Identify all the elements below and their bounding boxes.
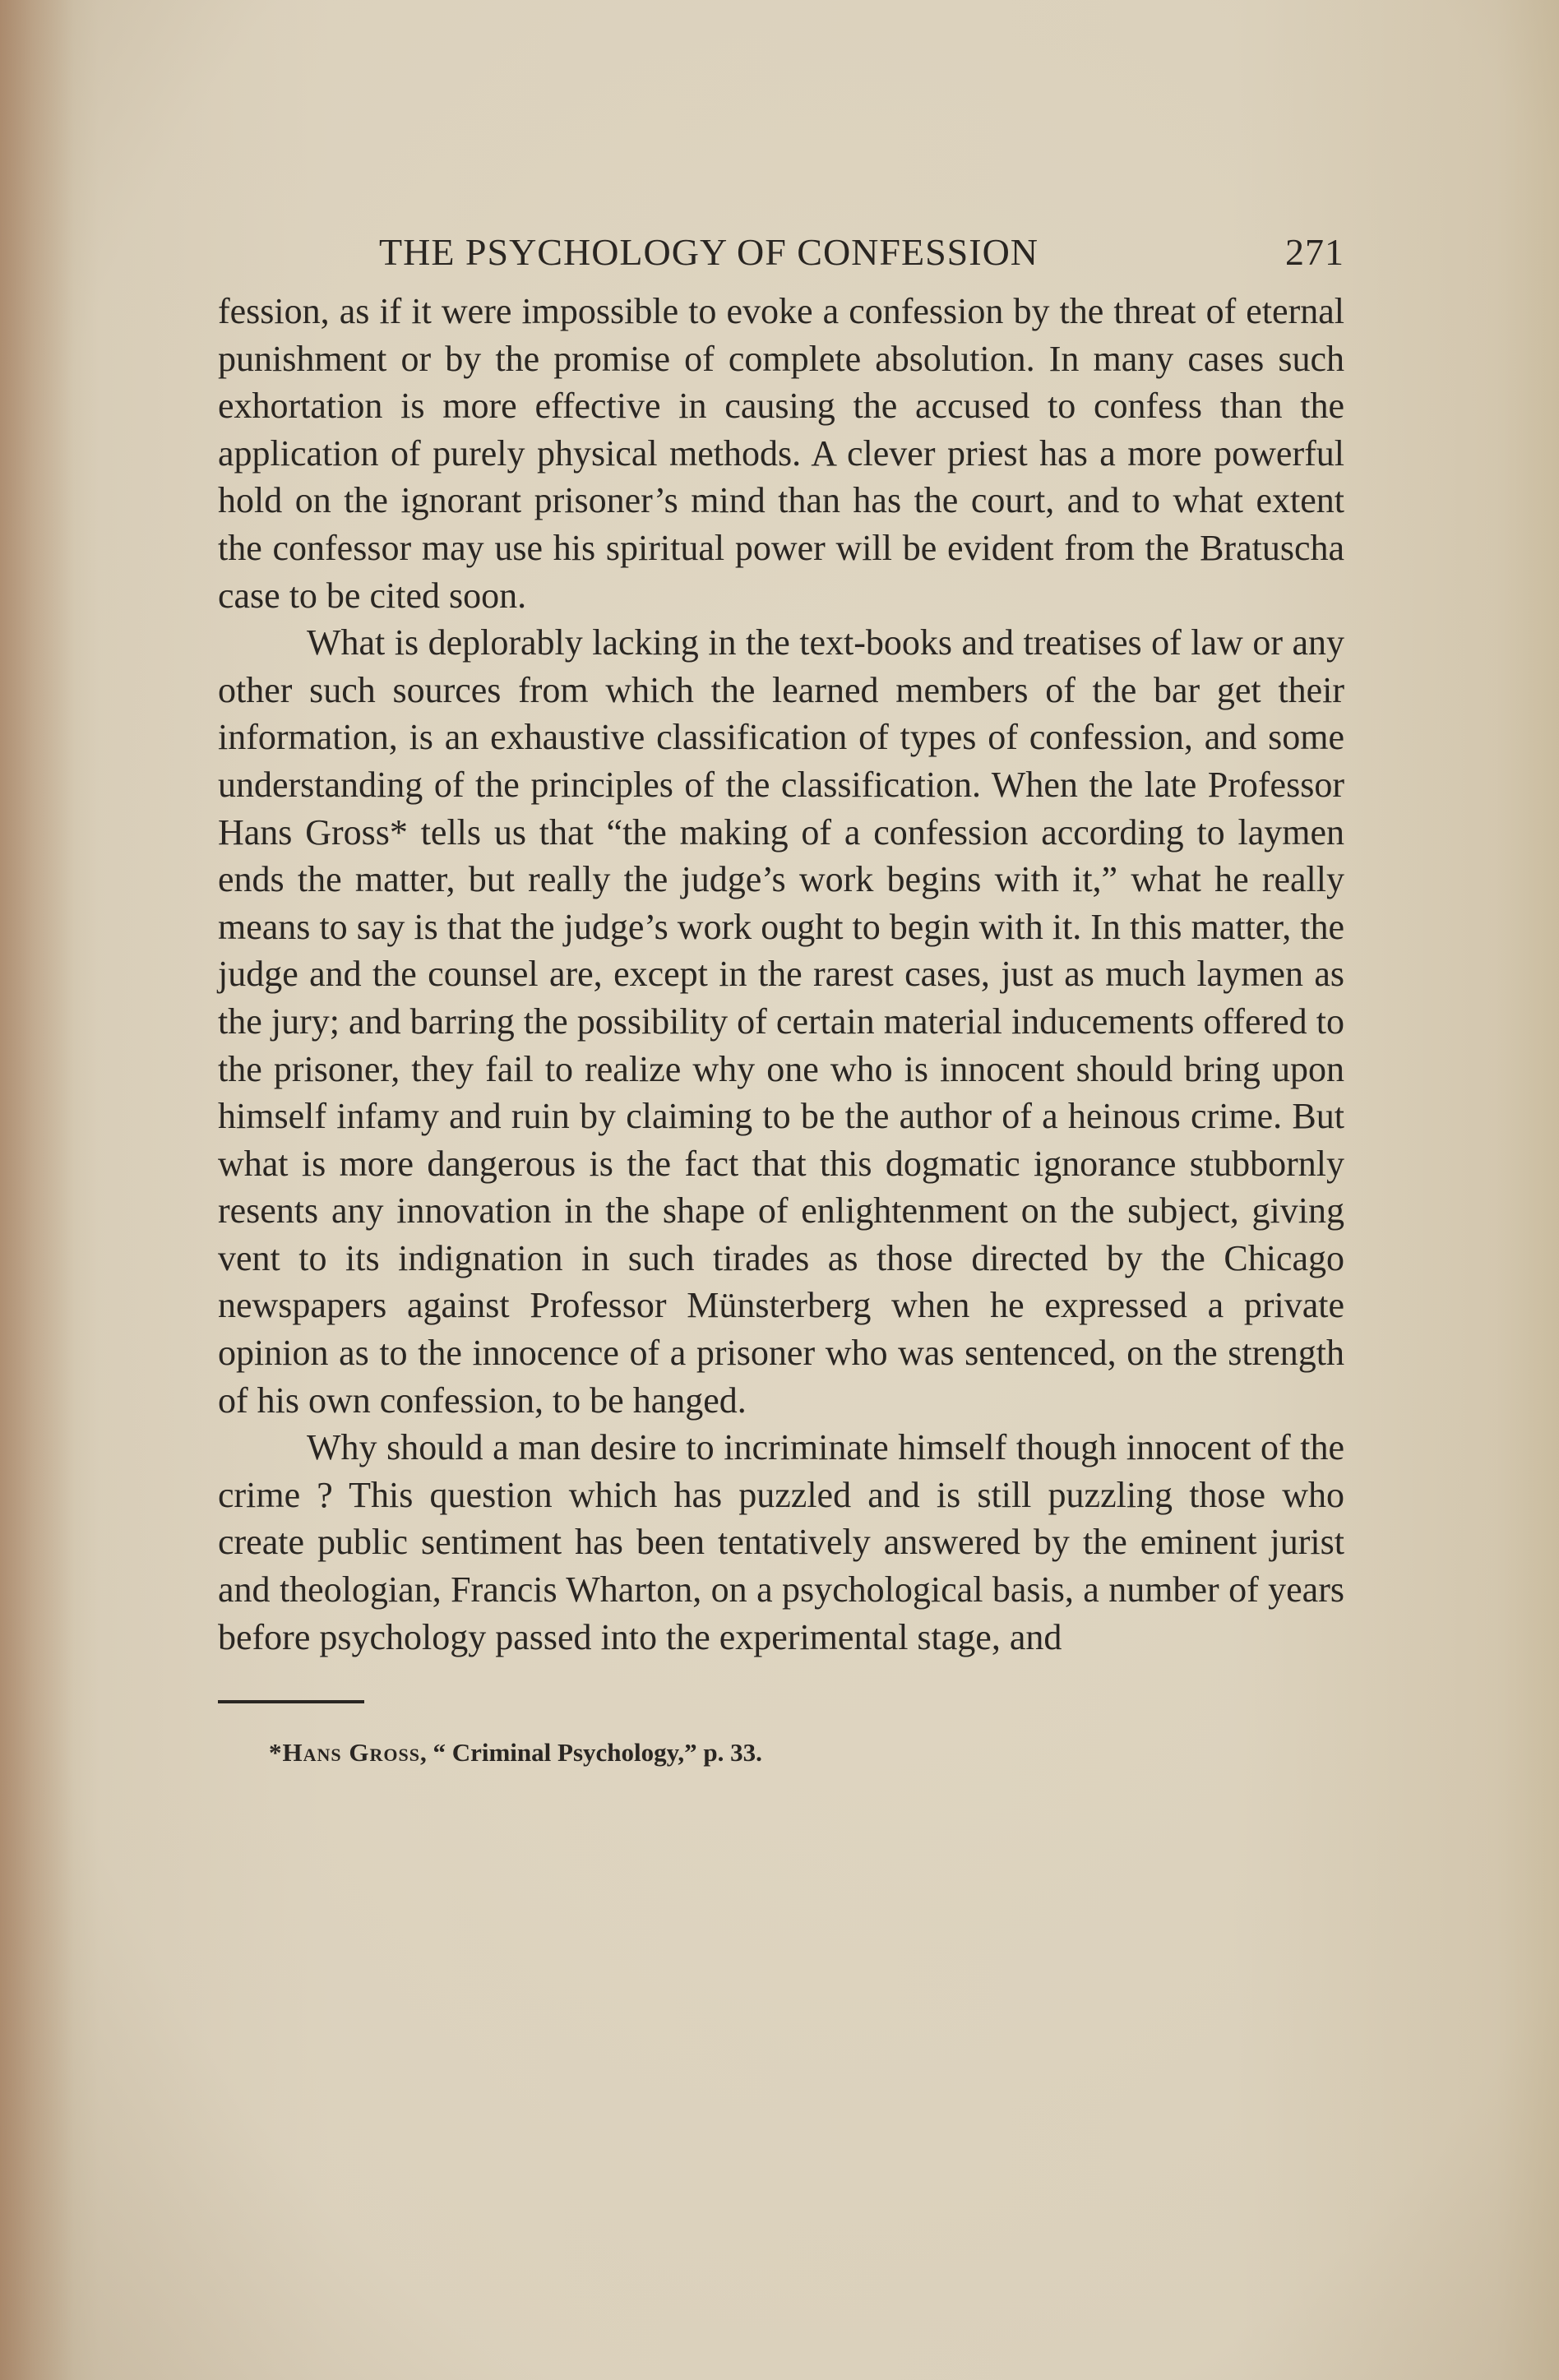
paragraph-3: Why should a man desire to incriminate himself though innocent of the crime ? This question which has puzzled and is still puzzling those who create public sentiment has been tentatively answered by the eminent jurist and theologian, Francis Wharton, on a psychological basis, a number of years before psychology passed into the experimental stage, and [218,1427,1344,1657]
footnote-rule [218,1700,364,1703]
text-block [218,214,1344,1768]
paragraph-2: What is deplorably lacking in the text-books and treatises of law or any other such sources from which the learned members of the bar get their information, is an exhaustive classification of types of confession, and some understanding of the principles of the classification. When the late Professor Hans Gross* tells us that “the making of a confession according to laymen ends the matter, but really the judge’s work begins with it,” what he really means to say is that the judge’s work ought to begin with it. In this matter, the judge and the counsel are, except in the rarest cases, just as much laymen as the jury; and barring the possibility of certain material inducements offered to the prisoner, they fail to realize why one who is innocent should bring upon himself infamy and ruin by claiming to be the author of a heinous crime. But what is more dangerous is the fact that this dogmatic ignorance stubbornly resents any innovation in the shape of enlightenment on the subject, giving vent to its indignation in such tirades as those directed by the Chicago newspapers against Professor Münsterberg when he expressed a private opinion as to the innocence of a prisoner who was sentenced, on the strength of his own confession, to be hanged. [218,622,1344,1421]
footnote-citation: , “ Criminal Psychology,” p. 33. [419,1738,762,1768]
gutter-shadow [0,0,74,2380]
running-title: THE PSYCHOLOGY OF CONFESSION [379,231,1039,273]
paragraph-1: fession, as if it were impossible to evoke a confession by the threat of eternal punishment or by the promise of complete absolution. In many cases such exhortation is more effective in causing the accused to confess than the application of purely physical methods. A clever priest has a more powerful hold on the ignorant prisoner’s mind than has the court, and to what extent the confessor may use his spiritual power will be evident from the Bratuscha case to be cited soon. [218,291,1344,616]
footnote-author: *Hans Gross [269,1738,420,1768]
running-head [218,214,1344,288]
footnote [269,1738,1344,1768]
page-number: 271 [1285,231,1344,273]
